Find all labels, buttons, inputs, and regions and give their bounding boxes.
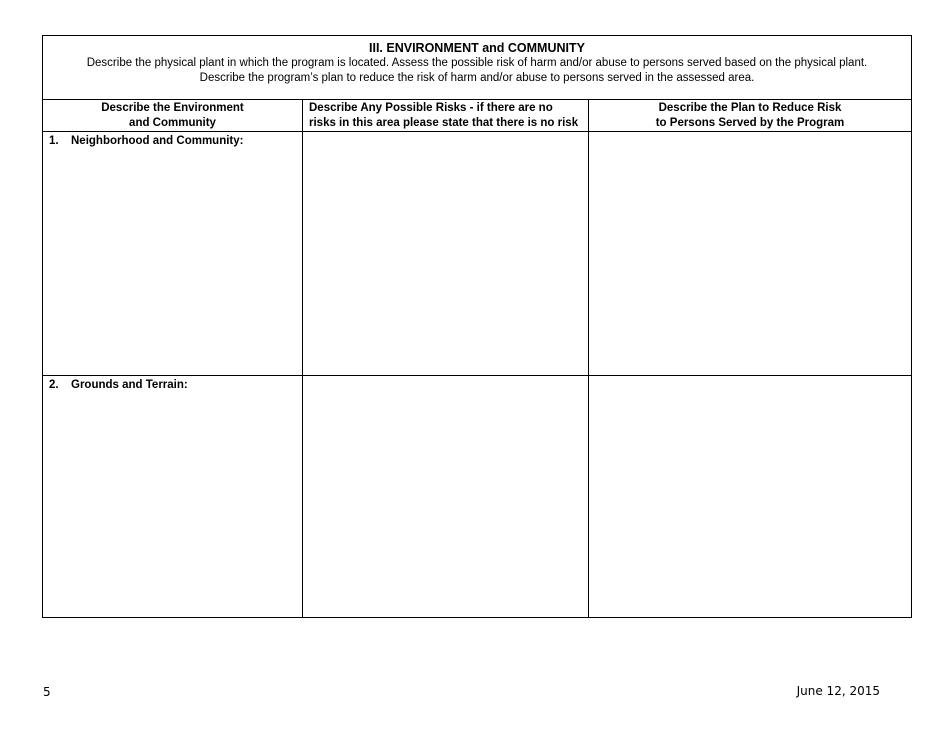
column-header-line: Describe the Plan to Reduce Risk [658, 102, 842, 114]
column-header-plan [588, 100, 911, 132]
environment-community-form [42, 35, 912, 618]
row-label-text: Grounds and Terrain: [71, 379, 188, 391]
footer-date: June 12, 2015 [796, 684, 880, 698]
section-description-line-2: Describe the program’s plan to reduce the risk of harm and/or abuse to persons served in the assessed area. [199, 72, 755, 84]
column-header-risks [302, 100, 588, 132]
row-label-text: Neighborhood and Community: [71, 135, 244, 147]
column-header-line: Describe the Environment [101, 102, 244, 114]
page-number: 5 [43, 685, 51, 699]
column-header-line: risks in this area please state that there is no risk [309, 117, 579, 129]
section-header [43, 36, 911, 100]
row-divider [43, 375, 911, 376]
column-header-environment [43, 100, 302, 132]
row-label-neighborhood [49, 134, 243, 148]
column-header-line: Describe Any Possible Risks - if there are no [309, 102, 553, 114]
column-header-line: and Community [129, 117, 216, 129]
row-label-grounds [49, 378, 188, 392]
column-header-line: to Persons Served by the Program [655, 117, 845, 129]
section-title: III. ENVIRONMENT and COMMUNITY [369, 41, 585, 55]
row-number: 1. [49, 135, 59, 147]
row-number: 2. [49, 379, 59, 391]
section-description-line-1: Describe the physical plant in which the program is located. Assess the possible risk of harm and/or abuse to persons served based on the physical plant. [86, 57, 868, 69]
